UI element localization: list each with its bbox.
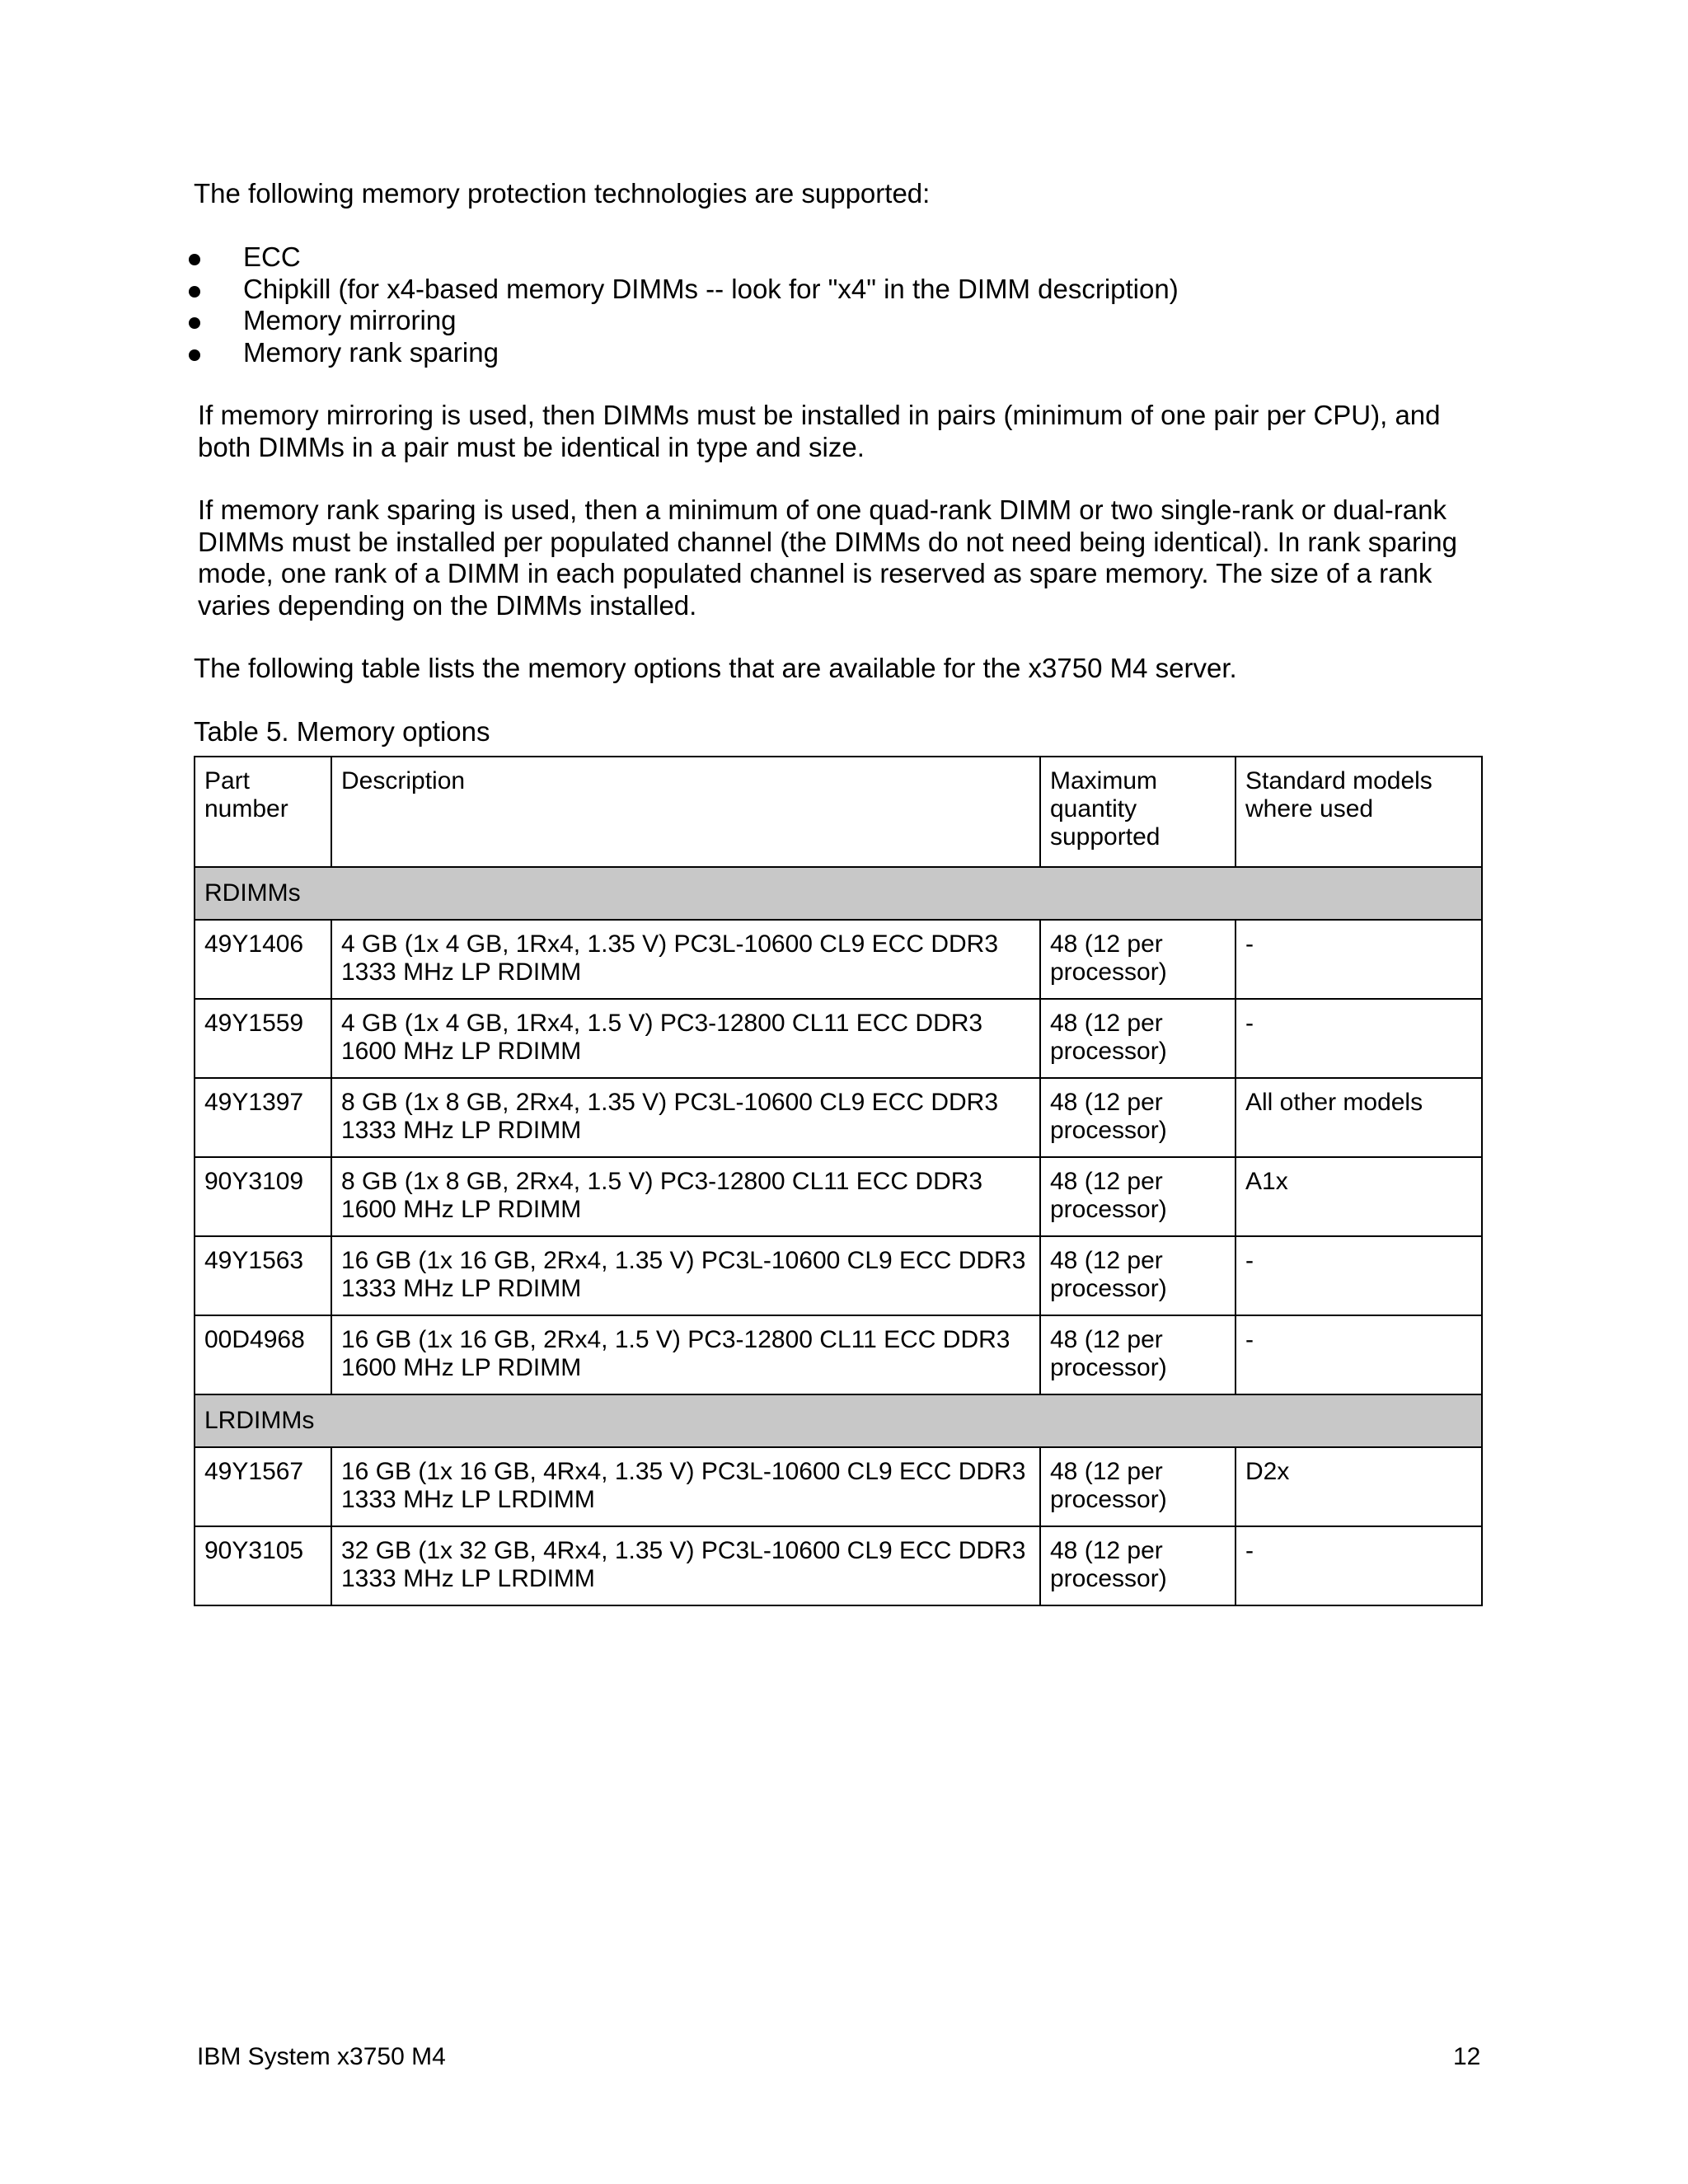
header-description: Description [331,757,1040,867]
table-section-row [195,867,1482,920]
standard-models-cell: - [1236,1236,1482,1315]
standard-models-cell: D2x [1236,1447,1482,1526]
part-number-cell: 49Y1563 [195,1236,331,1315]
footer-page-number: 12 [1453,2043,1481,2070]
part-number-cell: 90Y3109 [195,1157,331,1236]
table-caption: Table 5. Memory options [194,716,490,747]
max-quantity-cell: 48 (12 per processor) [1040,920,1236,999]
header-max-quantity: Maximum quantity supported [1040,757,1236,867]
table-intro-paragraph: The following table lists the memory options that are available for the x3750 M4 server. [194,653,1237,683]
section-title: RDIMMs [195,867,1482,920]
standard-models-cell: - [1236,999,1482,1078]
table-row [195,1157,1482,1236]
list-item-text: Memory mirroring [243,305,457,335]
section-title: LRDIMMs [195,1394,1482,1447]
list-item-text: Memory rank sparing [243,336,499,368]
standard-models-cell: - [1236,1315,1482,1394]
header-part-number: Part number [195,757,331,867]
bullet-icon [189,317,200,329]
table-section-row [195,1394,1482,1447]
bullet-icon [189,349,200,361]
max-quantity-cell: 48 (12 per processor) [1040,1315,1236,1394]
description-cell: 16 GB (1x 16 GB, 2Rx4, 1.35 V) PC3L-10600 CL9 ECC DDR3 1333 MHz LP RDIMM [331,1236,1040,1315]
header-standard-models: Standard models where used [1236,757,1482,867]
max-quantity-cell: 48 (12 per processor) [1040,1526,1236,1605]
description-cell: 16 GB (1x 16 GB, 2Rx4, 1.5 V) PC3-12800 CL11 ECC DDR3 1600 MHz LP RDIMM [331,1315,1040,1394]
intro-paragraph: The following memory protection technologies are supported: [194,178,931,209]
part-number-cell: 90Y3105 [195,1526,331,1605]
max-quantity-cell: 48 (12 per processor) [1040,1447,1236,1526]
standard-models-cell: - [1236,1526,1482,1605]
standard-models-cell: All other models [1236,1078,1482,1157]
description-cell: 32 GB (1x 32 GB, 4Rx4, 1.35 V) PC3L-10600 CL9 ECC DDR3 1333 MHz LP LRDIMM [331,1526,1040,1605]
list-item-text: Chipkill (for x4-based memory DIMMs -- look for "x4" in the DIMM description) [243,273,1179,304]
table-row [195,1078,1482,1157]
list-item-text: ECC [243,241,301,272]
standard-models-cell: A1x [1236,1157,1482,1236]
part-number-cell: 49Y1406 [195,920,331,999]
table-row [195,1447,1482,1526]
max-quantity-cell: 48 (12 per processor) [1040,1157,1236,1236]
max-quantity-cell: 48 (12 per processor) [1040,1078,1236,1157]
description-cell: 8 GB (1x 8 GB, 2Rx4, 1.35 V) PC3L-10600 CL9 ECC DDR3 1333 MHz LP RDIMM [331,1078,1040,1157]
part-number-cell: 49Y1567 [195,1447,331,1526]
bullet-icon [189,254,200,265]
description-cell: 16 GB (1x 16 GB, 4Rx4, 1.35 V) PC3L-10600 CL9 ECC DDR3 1333 MHz LP LRDIMM [331,1447,1040,1526]
max-quantity-cell: 48 (12 per processor) [1040,999,1236,1078]
description-cell: 8 GB (1x 8 GB, 2Rx4, 1.5 V) PC3-12800 CL11 ECC DDR3 1600 MHz LP RDIMM [331,1157,1040,1236]
table-row [195,1526,1482,1605]
standard-models-cell: - [1236,920,1482,999]
footer-document-title: IBM System x3750 M4 [197,2043,446,2070]
max-quantity-cell: 48 (12 per processor) [1040,1236,1236,1315]
table-row [195,1315,1482,1394]
mirroring-paragraph: If memory mirroring is used, then DIMMs must be installed in pairs (minimum of one pair per CPU), and both DIMMs in a pair must be identical in type and size. [198,400,1448,462]
part-number-cell: 49Y1559 [195,999,331,1078]
part-number-cell: 00D4968 [195,1315,331,1394]
description-cell: 4 GB (1x 4 GB, 1Rx4, 1.5 V) PC3-12800 CL11 ECC DDR3 1600 MHz LP RDIMM [331,999,1040,1078]
table-row [195,999,1482,1078]
memory-options-table [194,756,1483,1606]
table-header-row [195,757,1482,867]
bullet-icon [189,286,200,298]
table-row [195,920,1482,999]
rank-sparing-paragraph: If memory rank sparing is used, then a minimum of one quad-rank DIMM or two single-rank or dual-rank DIMMs must be installed per populated channel (the DIMMs do not need being identical). In rank sparing mode, one rank of a DIMM in each populated channel is reserved as spare memory. The size of a rank varies depending on the DIMMs installed. [198,494,1465,621]
part-number-cell: 49Y1397 [195,1078,331,1157]
table-row [195,1236,1482,1315]
description-cell: 4 GB (1x 4 GB, 1Rx4, 1.35 V) PC3L-10600 CL9 ECC DDR3 1333 MHz LP RDIMM [331,920,1040,999]
